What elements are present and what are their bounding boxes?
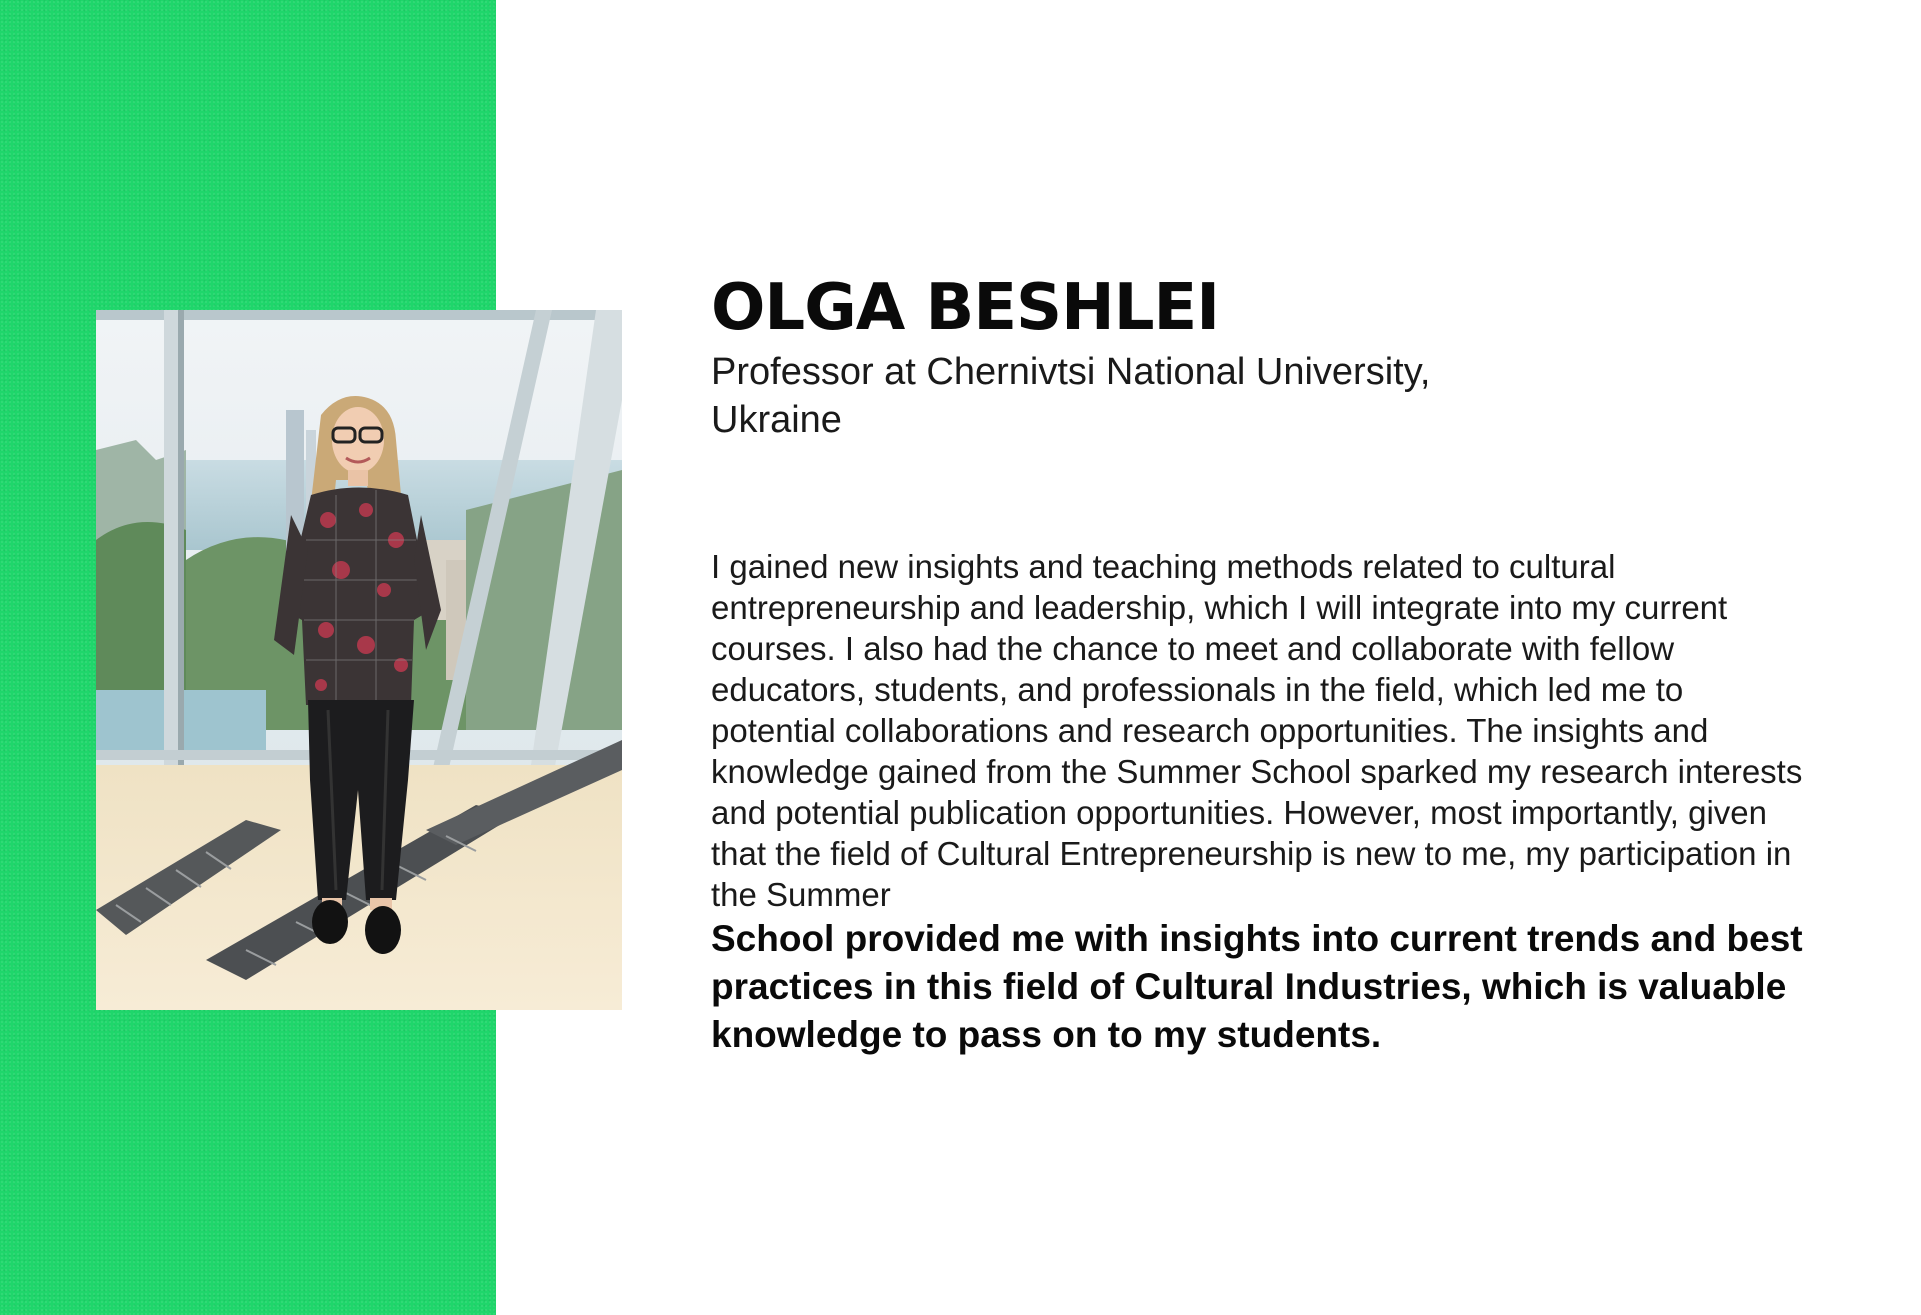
profile-photo	[96, 310, 622, 1010]
person-name: OLGA BESHLEI	[711, 271, 1219, 345]
person-role: Professor at Chernivtsi National University, Ukraine	[711, 351, 1431, 441]
testimonial-content	[711, 268, 1821, 1059]
testimonial-text: I gained new insights and teaching methods related to cultural entrepreneurship and leadership, which I will integrate into my current courses. I also had the chance to meet and collaborate with fellow educators, students, and professionals in the field, which led me to potential collaborations and research opportunities. The insights and knowledge gained from the Summer School sparked my research interests and potential publication opportunities. However, most importantly, given that the field of Cultural Entrepreneurship is new to me, my participation in the Summer	[711, 548, 1803, 913]
testimonial-quote	[711, 546, 1811, 1059]
testimonial-highlight: School provided me with insights into current trends and best practices in this field of Cultural Industries, which is valuable knowledge to pass on to my students.	[711, 918, 1803, 1055]
